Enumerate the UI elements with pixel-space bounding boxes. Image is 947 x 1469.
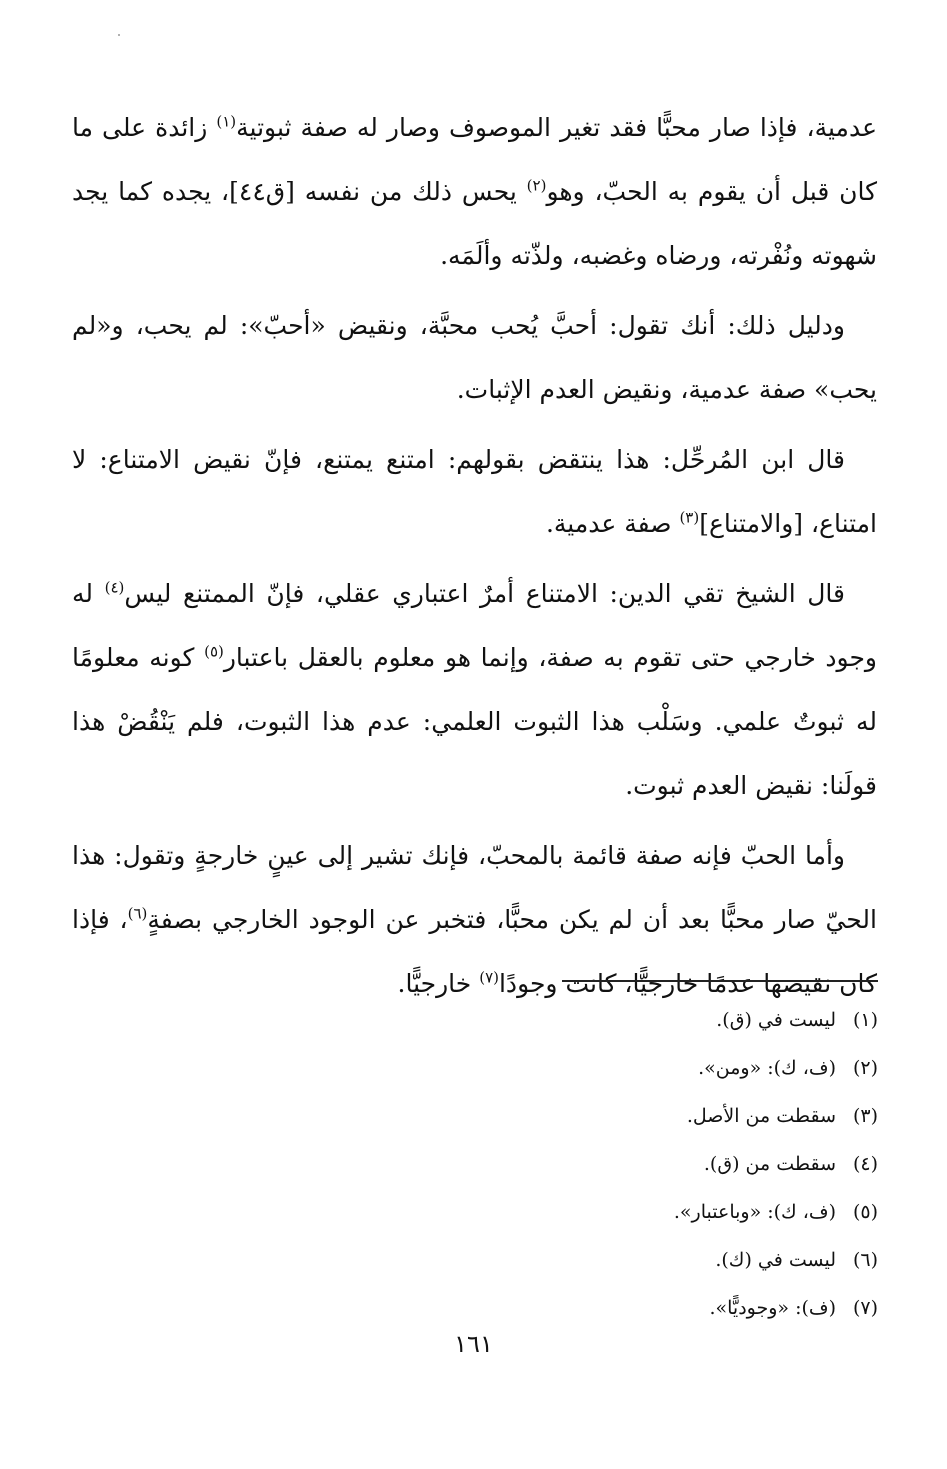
footnote-text: ليست في (ق). (716, 1009, 836, 1031)
footnote-ref-5[interactable]: (٥) (204, 642, 224, 661)
paragraph-5-text-b: ، فإذا كان نقيضها عدمًا خارجيًّا، كانت وجودًا (72, 905, 877, 998)
footnote-text: (ف، ك): «ومن». (698, 1057, 836, 1079)
footnote-6 (360, 1236, 878, 1284)
footnote-5 (360, 1188, 878, 1236)
footnote-text: سقطت من (ق). (703, 1153, 836, 1175)
page-number: ١٦١ (454, 1330, 493, 1358)
paragraph-4-text-a: قال الشيخ تقي الدين: الامتناع أمرٌ اعتباري عقلي، فإنّ الممتنع ليس (124, 579, 845, 608)
paragraph-4 (72, 562, 877, 818)
footnote-ref-3[interactable]: (٣) (679, 508, 700, 527)
paragraph-4-text-b: له وجود خارجي حتى تقوم به صفة، وإنما هو معلوم بالعقل باعتبار (72, 579, 877, 672)
footnote-2 (360, 1044, 878, 1092)
paragraph-4-text-c: كونه معلومًا له ثبوتٌ علمي. وسَلْب هذا الثبوت العلمي: عدم هذا الثبوت، فلم يَنْقُضْ هذا قولَنا: نقيض العدم ثبوت. (72, 643, 877, 800)
footnote-number: (٢) (852, 1057, 878, 1079)
footnote-ref-4[interactable]: (٤) (104, 578, 125, 597)
paragraph-5 (72, 824, 877, 1016)
footnote-7 (360, 1284, 878, 1332)
paragraph-3-text-a: قال ابن المُرحِّل: هذا ينتقض بقولهم: امتنع يمتنع، فإنّ نقيض الامتناع: لا امتناع، [والامتناع] (72, 445, 877, 538)
main-text (72, 96, 877, 1019)
footnote-text: (ف، ك): «وباعتبار». (673, 1201, 836, 1223)
footnote-3 (360, 1092, 878, 1140)
footnote-separator (562, 980, 878, 982)
footnote-text: سقطت من الأصل. (686, 1105, 836, 1127)
paragraph-2 (72, 294, 877, 422)
footnotes (360, 996, 878, 1332)
footnote-number: (٧) (852, 1297, 878, 1319)
footnote-4 (360, 1140, 878, 1188)
paragraph-1-text-b: زائدة على ما كان قبل أن يقوم به الحبّ، وهو (72, 113, 878, 206)
paragraph-5-text-c: خارجيًّا. (397, 969, 480, 998)
footnote-1 (360, 996, 878, 1044)
paragraph-1-text-c: يحس ذلك من نفسه [ق٤٤]، يجده كما يجد شهوته ونُفْرته، ورضاه وغضبه، ولذّته وألَمَه. (72, 177, 877, 270)
paragraph-3 (72, 428, 877, 556)
footnote-number: (٦) (852, 1249, 878, 1271)
footnote-number: (٥) (852, 1201, 878, 1223)
footnote-ref-2[interactable]: (٢) (526, 176, 547, 195)
paragraph-1-text-a: عدمية، فإذا صار محبًّا فقد تغير الموصوف وصار له صفة ثبوتية (236, 113, 877, 142)
footnote-text: ليست في (ك). (715, 1249, 836, 1271)
paragraph-2-text: ودليل ذلك: أنك تقول: أحبَّ يُحب محبَّة، ونقيض «أحبّ»: لم يحب، و«لم يحب» صفة عدمية، ونقيض العدم الإثبات. (72, 311, 877, 404)
footnote-number: (٣) (852, 1105, 878, 1127)
footnote-text: (ف): «وجوديًّا». (709, 1297, 836, 1319)
footnote-ref-7[interactable]: (٧) (479, 968, 499, 987)
scan-speck (118, 34, 120, 36)
footnote-number: (١) (852, 1009, 878, 1031)
paragraph-1 (72, 96, 877, 288)
paragraph-3-text-b: صفة عدمية. (545, 509, 680, 538)
footnote-ref-1[interactable]: (١) (216, 112, 237, 131)
paragraph-5-text-a: وأما الحبّ فإنه صفة قائمة بالمحبّ، فإنك تشير إلى عينٍ خارجةٍ وتقول: هذا الحيّ صار محبًّا بعد أن لم يكن محبًّا، فتخبر عن الوجود الخارجي بصفةٍ (72, 841, 877, 934)
footnote-number: (٤) (852, 1153, 878, 1175)
footnote-ref-6[interactable]: (٦) (127, 904, 148, 923)
